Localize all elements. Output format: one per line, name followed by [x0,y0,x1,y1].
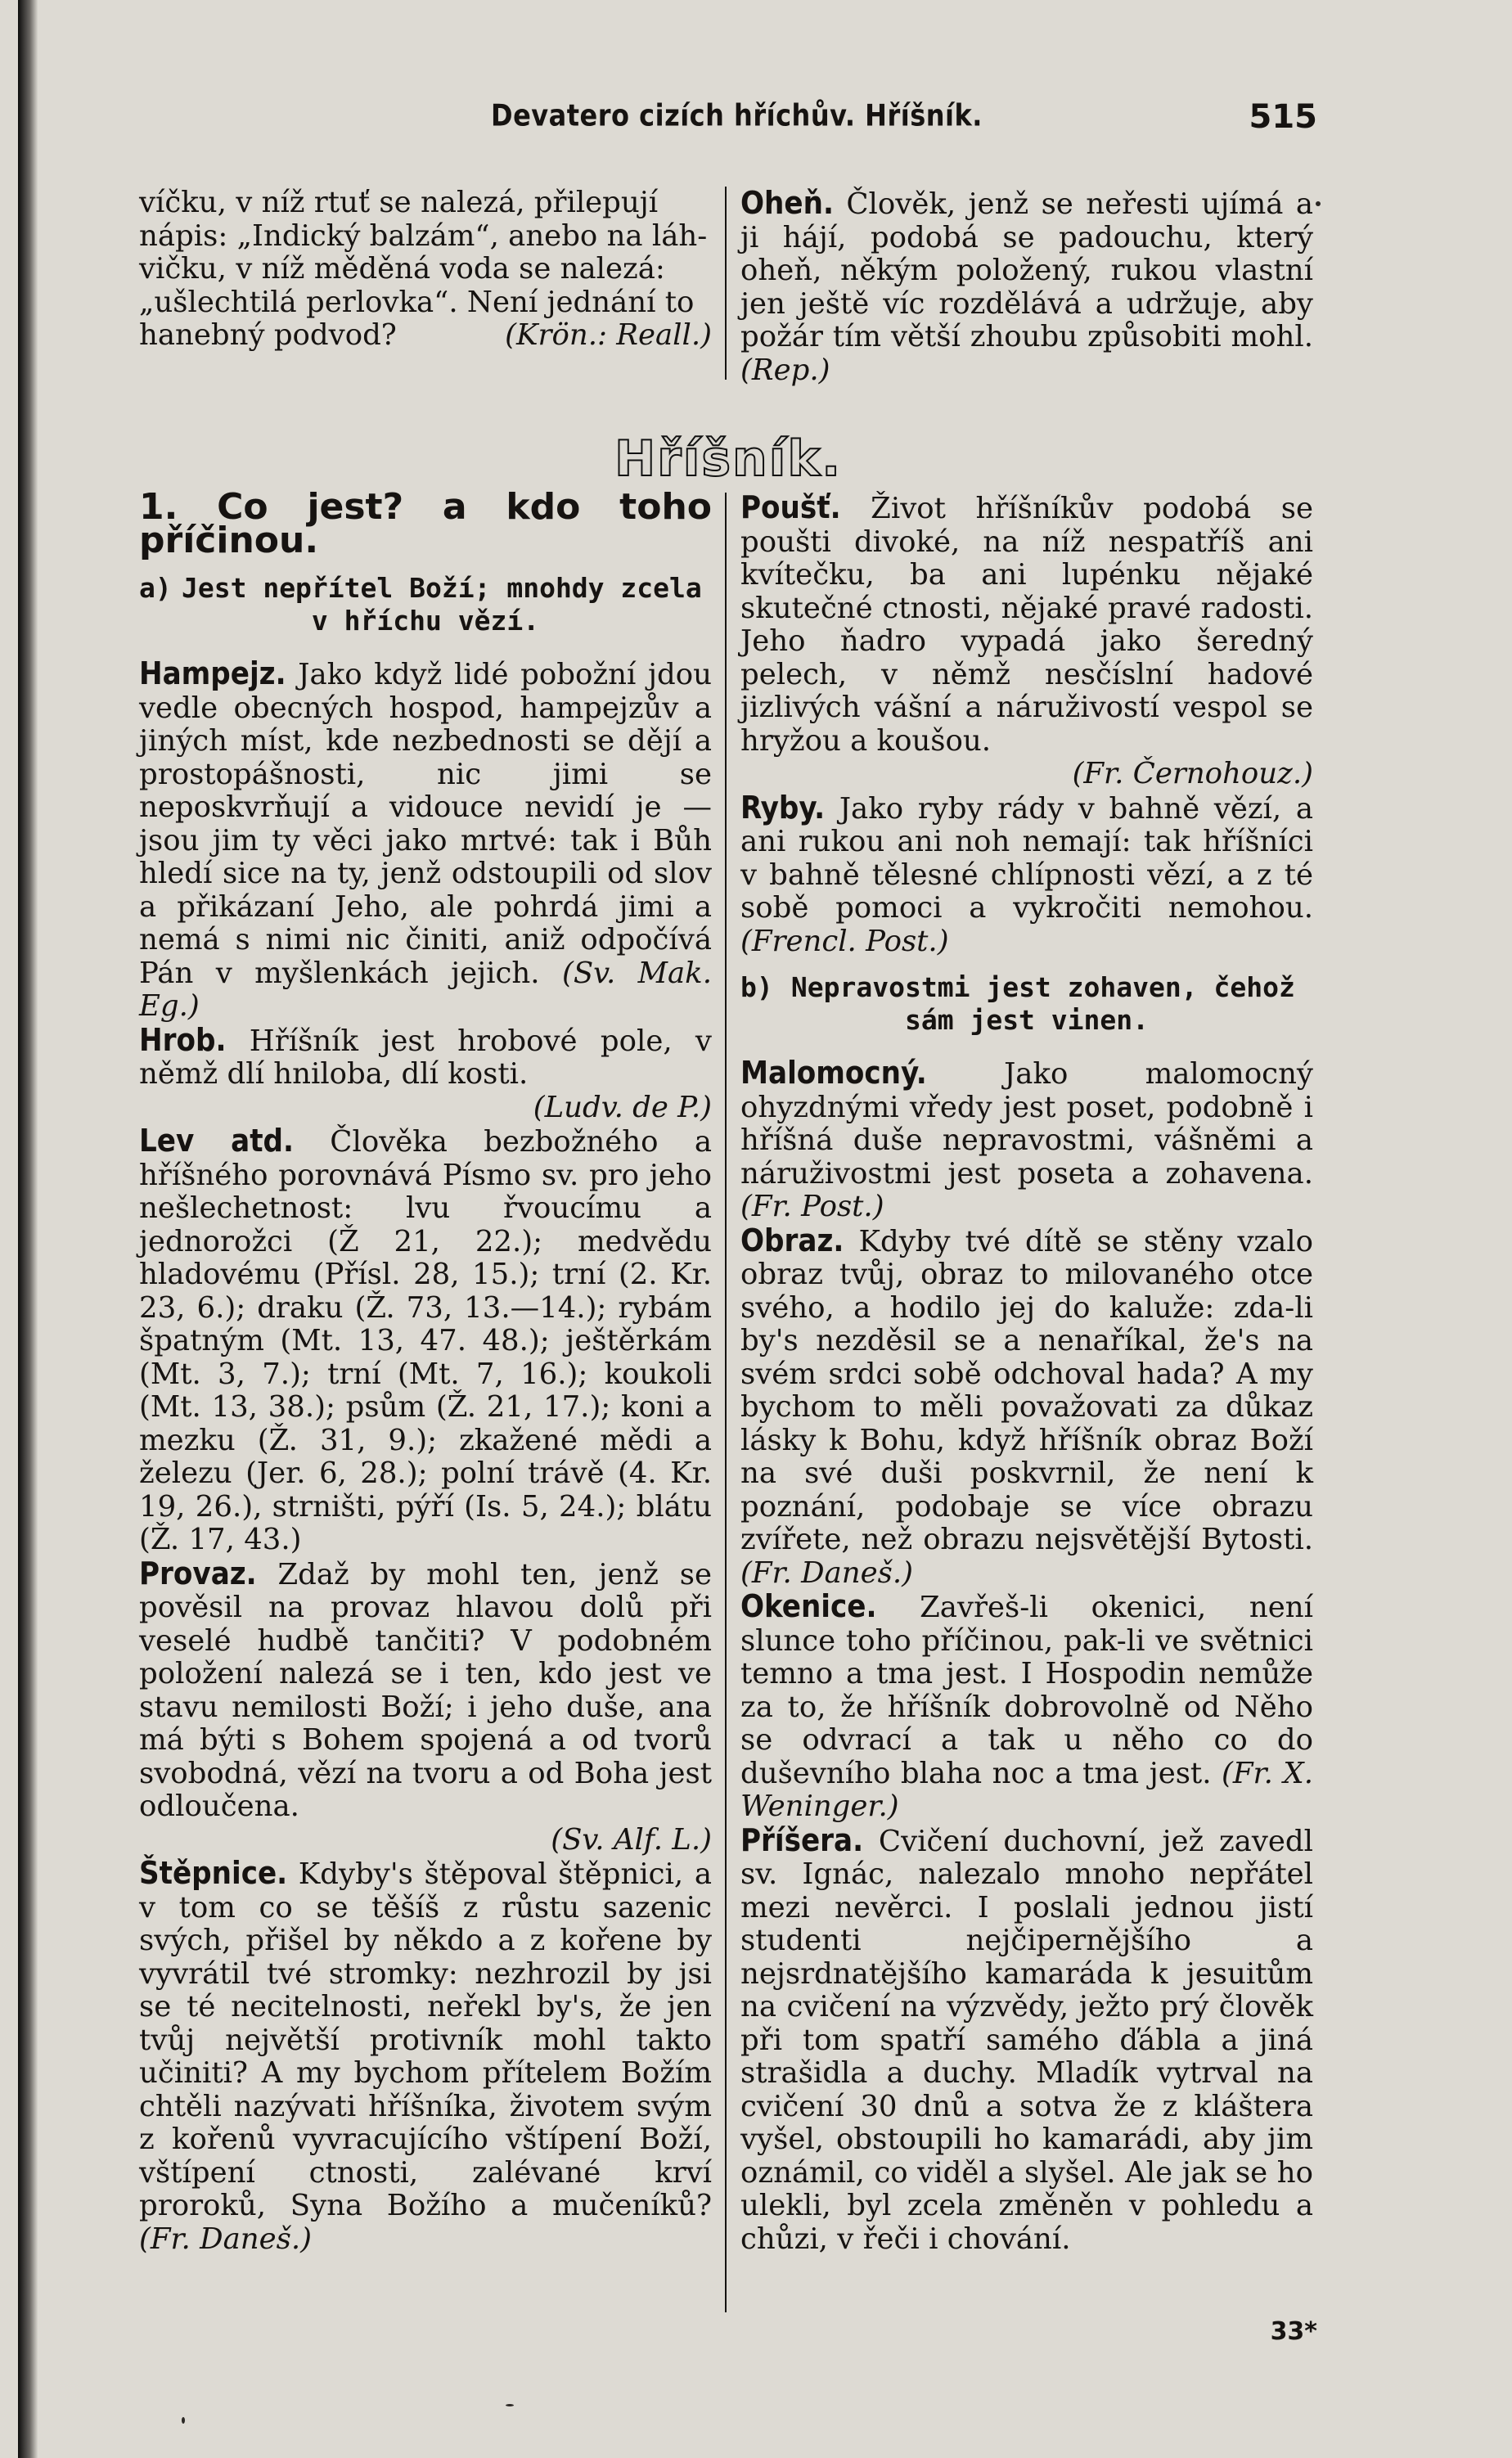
entry-keyword: Hampejz. [139,655,286,691]
text-line-with-source [139,319,712,353]
entry-text: Jako když lidé pobožní jdou vedle obecných hospod, hampejzův a jiných míst, kde nezbednosti se dějí a prostopášnosti, nic jimi se neposkvrňují a vidouce nevidí je — jsou jim ty věci jako mrtvé: tak i Bůh hledí sice na ty, jenž odstoupili od slov a přikázaní Jeho, ale pohrdá jimi a nemá s nimi nic činiti, aniž odpočívá Pán v myšlenkách jejich. [139,658,712,990]
entry-body [740,1056,1313,1224]
entry-keyword: Příšera. [740,1821,864,1858]
subheading-label: a) [139,572,172,604]
page-header [139,97,1317,146]
subheading-b [740,971,1313,1037]
subheading-text: Jest nepřítel Boží; mnohdy zcela v hříchu vězí. [181,572,702,637]
source-citation: (Fr. Daneš.) [740,1555,913,1590]
page-spine-shadow [18,0,38,2458]
entry-text: Hříšník jest hrobové pole, v němž dlí hniloba, dlí kosti. [139,1024,712,1091]
entry-obraz [740,1224,1313,1591]
subheading-label: b) [740,971,773,1003]
source-citation: (Fr. Post.) [740,1190,884,1223]
top-left-continuation [139,187,712,353]
entry-text: Jako malomocný ohyzdnými vředy jest poset, podobně i hříšná duše nepravostmi, vášněmi a náruživostmi jest poseta a zohavena. [740,1057,1313,1191]
entry-text: Zdaž by mohl ten, jenž se pověsil na provaz hlavou dolů při veselé hudbě tančiti? V podobném položení nalezá se i ten, kdo jest ve stavu nemilosti Boží; i jeho duše, ana má býti s Bohem spojená a od tvorů svobodná, vězí na tvoru a od Boha jest odloučena. [139,1557,712,1823]
entry-body [139,1021,712,1092]
subheading-a [139,572,712,637]
entry-provaz [139,1557,712,1857]
entry-body [740,1224,1313,1591]
entry-body [139,1857,712,2256]
entry-okenice [740,1590,1313,1824]
entry-keyword: Poušť. [740,489,841,525]
entry-keyword: Obraz. [740,1222,844,1258]
entry-keyword: Štěpnice. [139,1855,288,1891]
signature-mark: 33* [1270,2317,1317,2346]
text-line: nápis: „Indický balzám“, anebo na láh- [139,218,708,253]
entry-body [139,1557,712,1824]
entry-poust [740,491,1313,791]
left-column [139,486,712,2256]
scan-speck [1316,201,1321,206]
entry-body [740,187,1313,387]
entry-lev [139,1124,712,1557]
entry-hampejz [139,657,712,1024]
entry-keyword: Malomocný. [740,1055,927,1091]
entry-ryby [740,791,1313,959]
entry-stepnice [139,1857,712,2256]
source-citation: (Fr. Černohouz.) [1072,757,1313,790]
column-rule-top [725,187,727,380]
entry-body [740,791,1313,959]
entry-body [740,1821,1313,2257]
entry-body [139,1124,712,1557]
entry-prisera [740,1821,1313,2257]
source-citation: (Sv. Mak. Eg.) [139,956,712,1023]
entry-keyword: Provaz. [139,1555,257,1591]
entry-keyword: Okenice. [740,1588,877,1624]
entry-keyword: Oheň. [740,185,834,221]
text-line: vičku, v níž měděná voda se nalezá: [139,252,665,286]
entry-text: Jako ryby rády v bahně vězí, a ani rukou ani noh nemají: tak hříšníci v bahně tělesné chlípnosti vězí, a z té sobě pomoci a vykročiti nemohou. [740,791,1313,925]
text-line: „ušlechtilá perlovka“. Není jednání to [139,285,695,319]
entry-text: Kdyby's štěpoval štěpnici, a v tom co se těšíš z růstu sazenic svých, přišel by někdo a z kořene by vyvrátil tvé stromky: nezhrozil by jsi se té necitelnosti, neřekl by's, že jen tvůj největší protivník mohl takto učiniti? A my bychom přítelem Božím chtěli nazývati hříšníka, životem svým z kořenů vyvracujícího vštípení Boží, vštípení ctnosti, zalévané krví proroků, Syna Božího a mučeníků? [139,1857,712,2222]
source-citation: (Krön.: Reall.) [505,318,712,352]
entry-text: Člověk, jenž se neřesti ujímá a ji hájí, podobá se padouchu, který oheň, někým položený, rukou vlastní jen ještě víc rozdělává a udržuje, aby požár tím větší zhoubu způsobiti mohl. [740,187,1313,353]
entry-text: Kdyby tvé dítě se stěny vzalo obraz tvůj, obraz to milovaného otce svého, a hodilo jej do kaluže: zda-li by's nezděsil se a nenaříkal, že's na svém srdci sobě odchoval hada? A my bychom to měli považovati za důkaz lásky k Bohu, když hříšník obraz Boží na své duši poskvrnil, že není k poznání, podobaje se více obrazu zvířete, než obrazu nejsvětější Bytosti. [740,1224,1313,1556]
source-citation: (Rep.) [740,353,830,387]
entry-keyword: Ryby. [740,789,826,826]
source-citation: (Sv. Alf. L.) [551,1822,712,1857]
section-heading: 1. Co jest? a kdo toho příčinou. [139,486,712,561]
entry-body [740,491,1313,758]
column-rule-main [725,493,727,2312]
entry-text: Život hříšníkův podobá se poušti divoké, na níž nespatříš ani kvítečku, ba ani lupénku nějaké skutečné ctnosti, nějaké pravé radosti. Jeho ňadro vypadá jako šeredný pelech, v němž nesčíslní hadové jizlivých vášní a náruživostí vespol se hryžou a koušou. [740,492,1313,758]
scan-speck [506,2404,514,2406]
entry-malomocny [740,1056,1313,1224]
subheading-text: Nepravostmi jest zohaven, čehož sám jest vinen. [790,971,1295,1036]
source-citation: (Frencl. Post.) [740,924,949,958]
entry-hrob [139,1021,712,1125]
source-citation: (Fr. X. Weninger.) [740,1756,1313,1823]
entry-text: Cvičení duchovní, jež zavedl sv. Ignác, nalezalo mnoho nepřátel mezi nevěrci. I poslali jednou jistí studenti nejčipernějšího a nejsrdnatějšího kamaráda k jesuitům na cvičení na výzvědy, ježto prý člověk při tom spatří samého ďábla a jiná strašidla a duchy. Mladík vytrval na cvičení 30 dnů a sotva že z kláštera vyšel, obstoupili ho kamarádi, aby jim oznámil, co viděl a slyšel. Ale jak se ho ulekli, byl zcela změněn v pohledu a chůzi, v řeči i chování. [740,1824,1313,2256]
entry-text: Zavřeš-li okenici, není slunce toho příčinou, pak-li ve světnici temno a tma jest. I Hospodin nemůže za to, že hříšník dobrovolně od Něho se odvrací a tak u něho co do duševního blaha noc a tma jest. [740,1591,1313,1790]
entry-keyword: Hrob. [139,1021,227,1058]
source-citation: (Fr. Daneš.) [139,2222,312,2256]
section-title: Hříšník. [614,430,843,488]
entry-body [740,1590,1313,1824]
right-column [740,491,1313,2256]
entry-ohen [740,187,1313,387]
text-line: hanebný podvod? [139,318,397,352]
text-line: víčku, v níž rtuť se nalezá, přilepují [139,186,659,219]
entry-text: Člověka bezbožného a hříšného porovnává Písmo sv. pro jeho nešlechetnost: lvu řvoucímu a jednorožci (Ž 21, 22.); medvědu hladovému (Přísl. 28, 15.); trní (2. Kr. 23, 6.); draku (Ž. 73, 13.—14.); rybám špatným (Mt. 13, 47. 48.); ještěrkám (Mt. 3, 7.); trní (Mt. 7, 16.); koukoli (Mt. 13, 38.); psům (Ž. 21, 17.); koni a mezku (Ž. 31, 9.); zkažené mědi a železu (Jer. 6, 28.); polní trávě (4. Kr. 19, 26.), strništi, pýří (Is. 5, 24.); blátu (Ž. 17, 43.) [139,1125,712,1556]
page-number: 515 [1249,98,1317,136]
running-head: Devatero cizích hříchův. Hříšník. [491,97,983,133]
source-citation: (Ludv. de P.) [533,1090,712,1124]
scan-speck [182,2417,185,2424]
entry-keyword: Lev atd. [139,1123,295,1159]
entry-body [139,657,712,1024]
